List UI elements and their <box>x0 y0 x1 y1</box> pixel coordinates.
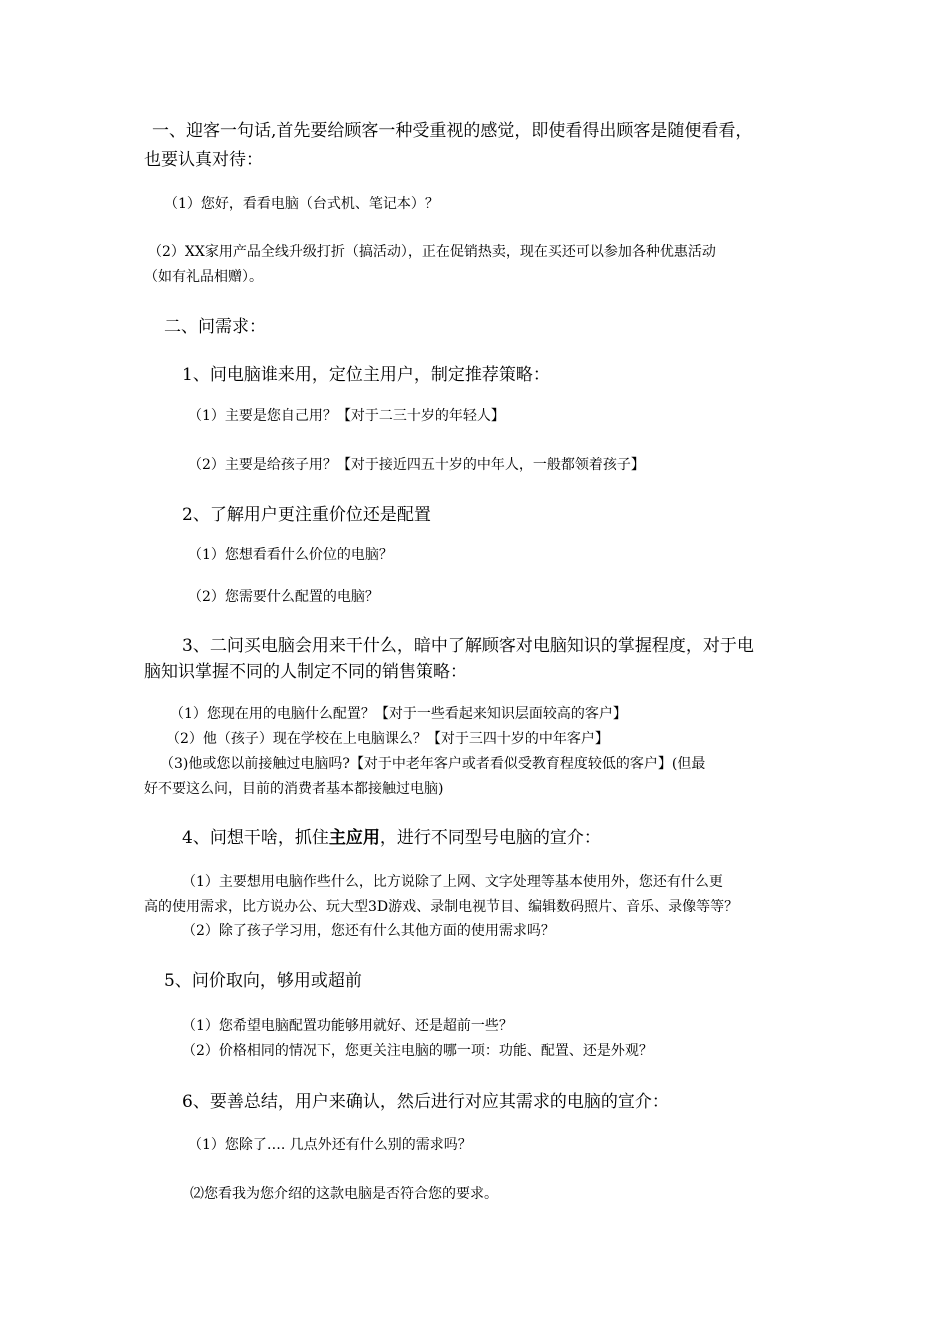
q4-title-post: ，进行不同型号电脑的宣介： <box>379 828 601 848</box>
section1-heading-line1: 一、迎客一句话,首先要给顾客一种受重视的感觉，即使看得出顾客是随便看看， <box>152 121 753 141</box>
q5-answer2: （2）价格相同的情况下，您更关注电脑的哪一项：功能、配置、还是外观？ <box>182 1043 653 1059</box>
section1-item2-line2: （如有礼品相赠）。 <box>144 269 263 285</box>
q2-answer1: （1）您想看看什么价位的电脑？ <box>188 547 393 563</box>
q3-answer1: （1）您现在用的电脑什么配置？【对于一些看起来知识层面较高的客户】 <box>170 706 627 722</box>
q6-answer2: ⑵您看我为您介绍的这款电脑是否符合您的要求。 <box>190 1186 498 1202</box>
q3-answer3-line1: （3)他或您以前接触过电脑吗?【对于中老年客户或者看似受教育程度较低的客户】(但最 <box>160 756 706 772</box>
q4-title-bold: 主应用 <box>328 828 380 848</box>
q5-title: 5、问价取向，够用或超前 <box>164 971 362 991</box>
q3-answer2: （2）他（孩子）现在学校在上电脑课么？【对于三四十岁的中年客户】 <box>166 731 609 747</box>
section1-heading-line2: 也要认真对待： <box>144 150 263 170</box>
q2-title: 2、了解用户更注重价位还是配置 <box>182 505 431 525</box>
q2-answer2: （2）您需要什么配置的电脑？ <box>188 589 379 605</box>
q3-answer3-line2: 好不要这么问，目前的消费者基本都接触过电脑) <box>144 781 444 797</box>
q5-answer1: （1）您希望电脑配置功能够用就好、还是超前一些？ <box>182 1018 513 1034</box>
q6-title: 6、要善总结，用户来确认，然后进行对应其需求的电脑的宣介： <box>182 1092 669 1112</box>
q1-answer1: （1）主要是您自己用？【对于二三十岁的年轻人】 <box>188 408 505 424</box>
q4-answer1-line1: （1）主要想用电脑作些什么，比方说除了上网、文字处理等基本使用外，您还有什么更 <box>182 874 723 890</box>
q6-answer1: （1）您除了…. 几点外还有什么别的需求吗？ <box>188 1137 472 1153</box>
section1-item2-line1: （2）XX家用产品全线升级打折（搞活动），正在促销热卖，现在买还可以参加各种优惠活动 <box>148 244 716 260</box>
section1-item1: （1）您好，看看电脑（台式机、笔记本）？ <box>164 196 439 212</box>
q1-answer2: （2）主要是给孩子用？【对于接近四五十岁的中年人，一般都领着孩子】 <box>188 457 645 473</box>
q4-title-pre: 4、问想干啥，抓住 <box>182 828 329 848</box>
q1-title: 1、问电脑谁来用，定位主用户，制定推荐策略： <box>182 365 550 385</box>
q3-title-line2: 脑知识掌握不同的人制定不同的销售策略： <box>144 662 467 682</box>
section2-heading: 二、问需求： <box>164 317 266 337</box>
q4-answer1-line2: 高的使用需求，比方说办公、玩大型3D游戏、录制电视节目、编辑数码照片、音乐、录像等等？ <box>144 899 739 915</box>
q4-answer2: （2）除了孩子学习用，您还有什么其他方面的使用需求吗？ <box>182 923 555 939</box>
q4-title <box>182 823 601 848</box>
q3-title-line1: 3、二问买电脑会用来干什么，暗中了解顾客对电脑知识的掌握程度，对于电 <box>182 636 754 656</box>
